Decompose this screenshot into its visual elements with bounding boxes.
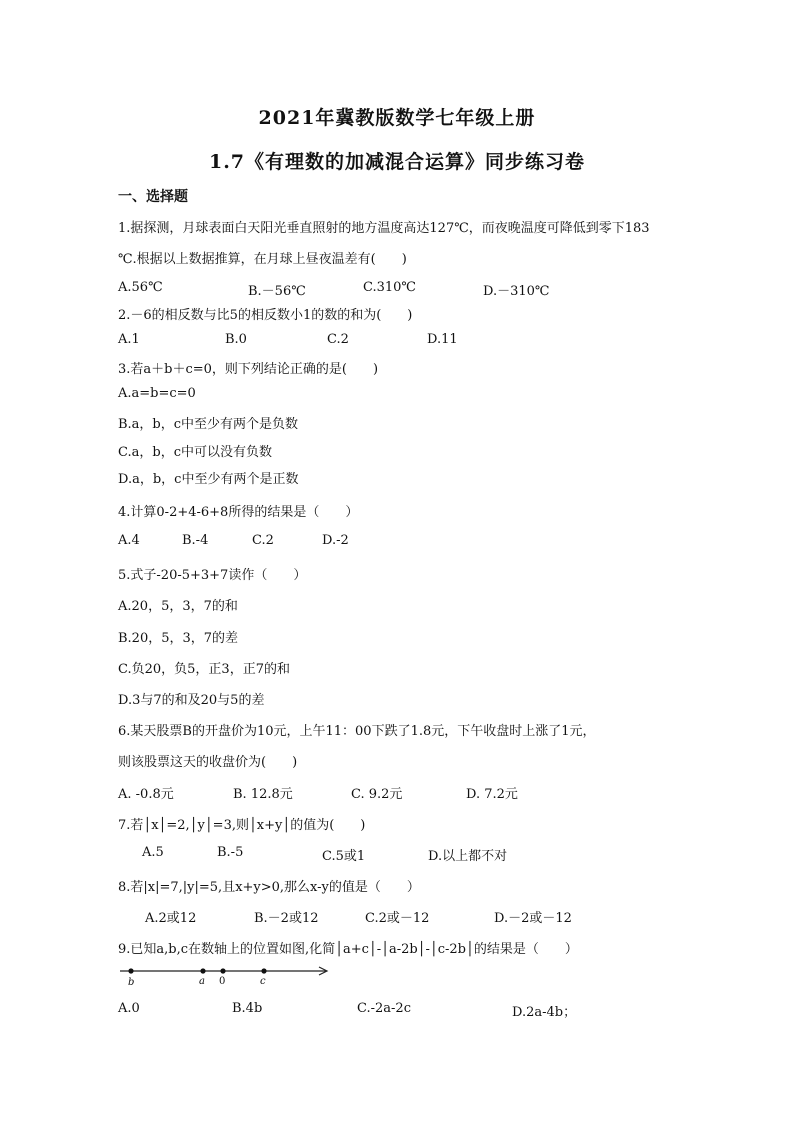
question-7-option-b: B.-5 [217,845,244,860]
point-b [128,968,133,973]
question-8-option-a: A.2或12 [145,911,197,926]
question-4-option-a: A.4 [118,533,140,548]
question-2-option-c: C.2 [327,332,349,347]
question-1-option-d: D.－310℃ [483,284,550,299]
question-6-stem-line-2: 则该股票这天的收盘价为( ) [118,755,298,770]
question-5-option-b: B.20，5，3，7的差 [118,631,239,646]
question-1-option-a: A.56℃ [118,280,163,295]
question-4-option-c: C.2 [252,533,274,548]
question-5-stem: 5.式子-20-5+3+7读作（ ） [118,568,307,583]
label-c: c [260,976,266,987]
question-9-option-d: D.2a-4b； [512,1005,577,1020]
question-2-option-a: A.1 [118,332,140,347]
question-5-option-d: D.3与7的和及20与5的差 [118,693,265,708]
question-4-option-b: B.-4 [182,533,209,548]
question-1-stem-line-2: ℃.根据以上数据推算，在月球上昼夜温差有( ) [118,252,407,267]
question-6-stem-line-1: 6.某天股票B的开盘价为10元，上午11：00下跌了1.8元，下午收盘时上涨了1元， [118,724,596,739]
section-heading: 一、选择题 [118,189,188,205]
point-c [261,968,266,973]
question-1-stem-line-1: 1.据探测，月球表面白天阳光垂直照射的地方温度高达127℃，而夜晚温度可降低到零下183 [118,221,650,236]
question-7-option-a: A.5 [142,845,164,860]
question-3-option-b: B.a，b，c中至少有两个是负数 [118,417,299,432]
question-6-option-d: D. 7.2元 [466,787,518,802]
question-9-option-a: A.0 [118,1001,140,1016]
label-zero: 0 [219,976,226,987]
question-3-option-a: A.a=b=c=0 [118,386,196,401]
question-3-option-d: D.a，b，c中至少有两个是正数 [118,472,299,487]
document-title: 2021年冀教版数学七年级上册 [258,107,536,129]
question-8-option-d: D.－2或－12 [494,911,572,926]
question-4-option-d: D.-2 [322,533,349,548]
question-9-option-b: B.4b [232,1001,263,1016]
document-subtitle: 1.7《有理数的加减混合运算》同步练习卷 [208,151,586,173]
question-2-option-d: D.11 [427,332,458,347]
number-line-figure [116,960,336,990]
question-6-option-b: B. 12.8元 [233,787,293,802]
label-b: b [128,977,135,988]
question-3-stem: 3.若a＋b＋c=0，则下列结论正确的是( ) [118,362,379,377]
question-8-option-b: B.－2或12 [254,911,319,926]
question-8-stem: 8.若|x|=7,|y|=5,且x+y>0,那么x-y的值是（ ） [118,880,420,895]
question-5-option-a: A.20，5，3，7的和 [118,599,238,614]
question-3-option-c: C.a，b，c中可以没有负数 [118,445,272,460]
question-2-stem: 2.－6的相反数与比5的相反数小1的数的和为( ) [118,308,413,323]
question-5-option-c: C.负20，负5，正3，正7的和 [118,662,290,677]
question-9-option-c: C.-2a-2c [357,1001,411,1016]
question-8-option-c: C.2或－12 [365,911,430,926]
question-7-option-c: C.5或1 [322,849,366,864]
point-a [200,968,205,973]
question-9-stem: 9.已知a,b,c在数轴上的位置如图,化简│a+c│-│a-2b│-│c-2b│的结果是（ ） [118,942,578,957]
question-1-option-b: B.－56℃ [248,284,306,299]
question-6-option-a: A. -0.8元 [118,787,174,802]
point-zero [220,968,225,973]
question-7-stem: 7.若│x│=2,│y│=3,则│x+y│的值为( ) [118,818,366,833]
question-1-option-c: C.310℃ [363,280,416,295]
question-2-option-b: B.0 [225,332,247,347]
label-a: a [199,976,205,987]
question-6-option-c: C. 9.2元 [351,787,403,802]
question-7-option-d: D.以上都不对 [428,849,508,864]
question-4-stem: 4.计算0-2+4-6+8所得的结果是（ ） [118,505,359,520]
